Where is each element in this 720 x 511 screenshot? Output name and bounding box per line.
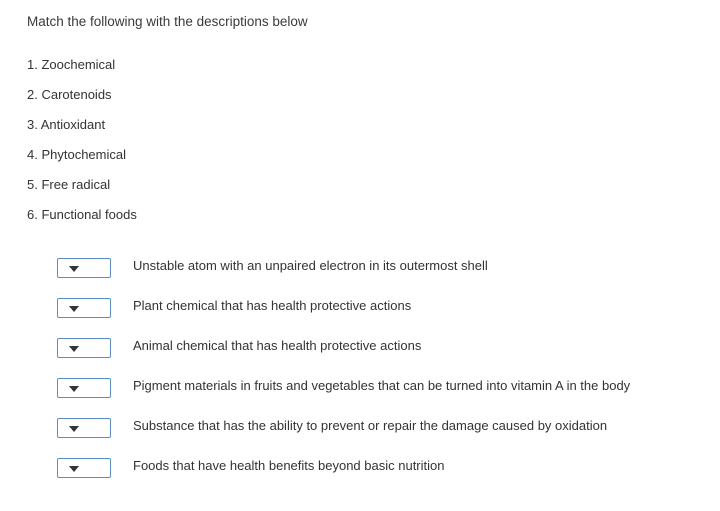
match-description: Foods that have health benefits beyond basic nutrition (133, 458, 445, 473)
match-description: Plant chemical that has health protective actions (133, 298, 412, 313)
match-description: Unstable atom with an unpaired electron in its outermost shell (133, 258, 488, 273)
option-item: 3. Antioxidant (27, 117, 106, 132)
match-row (57, 455, 630, 495)
match-description: Substance that has the ability to prevent or repair the damage caused by oxidation (133, 418, 608, 433)
chevron-down-icon (69, 386, 79, 392)
option-item: 2. Carotenoids (27, 87, 112, 102)
match-description: Pigment materials in fruits and vegetables that can be turned into vitamin A in the body (133, 378, 631, 393)
match-row (57, 295, 630, 335)
instructions-text: Match the following with the descriptions below (27, 14, 308, 29)
option-list (27, 57, 137, 237)
chevron-down-icon (69, 346, 79, 352)
option-item: 1. Zoochemical (27, 57, 116, 72)
match-select[interactable] (57, 418, 111, 438)
match-select[interactable] (57, 458, 111, 478)
match-row (57, 415, 630, 455)
chevron-down-icon (69, 306, 79, 312)
match-select[interactable] (57, 258, 111, 278)
match-description: Animal chemical that has health protective actions (133, 338, 422, 353)
chevron-down-icon (69, 466, 79, 472)
match-select[interactable] (57, 298, 111, 318)
chevron-down-icon (69, 266, 79, 272)
option-item: 6. Functional foods (27, 207, 137, 222)
option-item: 5. Free radical (27, 177, 111, 192)
match-row (57, 335, 630, 375)
match-select[interactable] (57, 338, 111, 358)
chevron-down-icon (69, 426, 79, 432)
match-row (57, 375, 630, 415)
option-item: 4. Phytochemical (27, 147, 126, 162)
match-rows (57, 255, 630, 495)
match-select[interactable] (57, 378, 111, 398)
match-row (57, 255, 630, 295)
